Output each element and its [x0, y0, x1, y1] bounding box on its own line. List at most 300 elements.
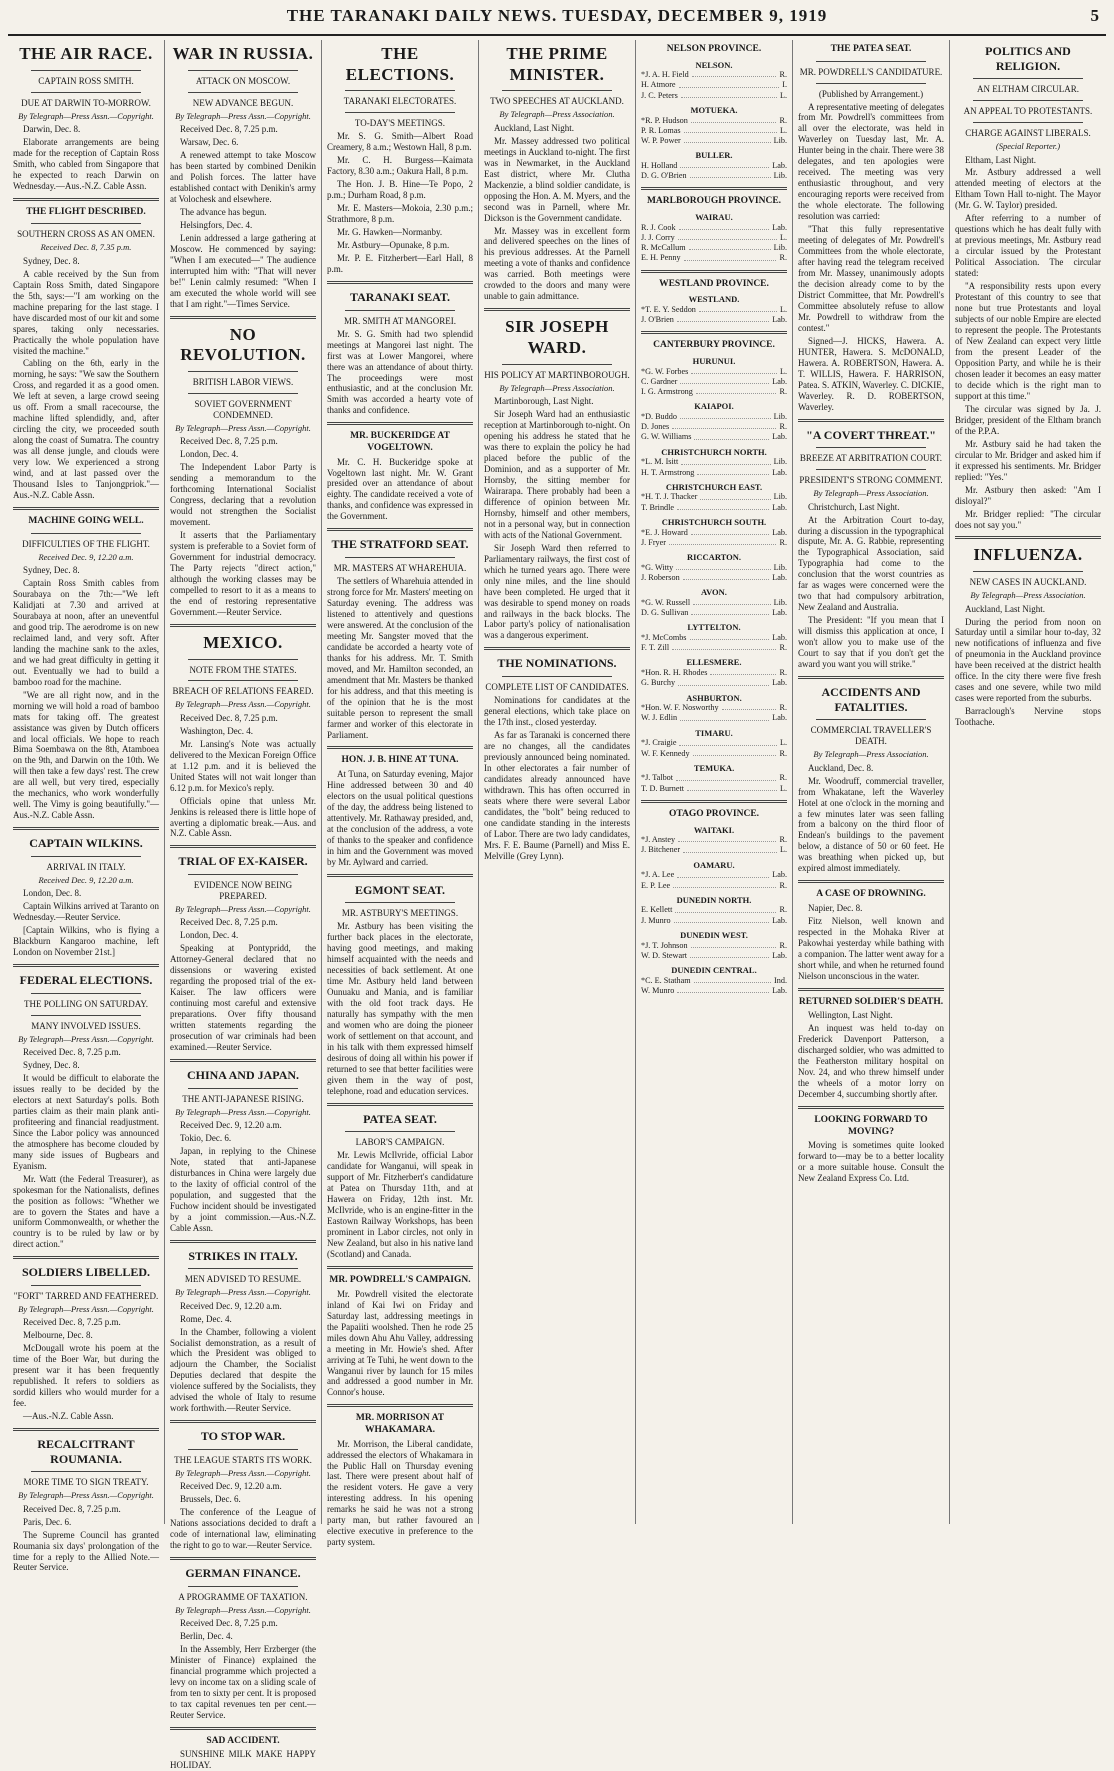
- subhead-rule: [188, 393, 299, 394]
- candidate-name: E. H. Penny: [641, 253, 681, 263]
- subhead-rule: [502, 364, 613, 365]
- article-paragraph: Received Dec. 9, 12.20 a.m.: [180, 1481, 282, 1492]
- article-paragraph: Mr. Astbury said he had taken the circular to Mr. Bridger and asked him if it expressed his sentiments. Mr. Bridger replied: "Yes.": [955, 438, 1101, 482]
- candidate-name: F. T. Zill: [641, 643, 670, 653]
- article: [170, 1240, 316, 1415]
- article-paragraph: Mr. C. H. Buckeridge spoke at Vogeltown last night. Mr. W. Grant presided over an attendance of about eighty. The candidate received a vote of thanks, and confidence was expressed in the Government.: [327, 456, 473, 522]
- article-paragraph: Sydney, Dec. 8.: [23, 564, 80, 575]
- candidate-row: [641, 905, 787, 915]
- article-paragraph: "We are all right now, and in the morning we will hold a road of bamboo mats for taking off. The greatest assistance was given by Dutch officers and local officials. We hope to reach Bima Soembawa on the 8th, Atamboea on the 9th, and Darwin on the 10th. We will then take a few days' rest. The crew are all well, but very tired, especially the mechanics, who work wonderfully well. The Vimy is going beautifully."—Aus.-N.Z. Cable Assn.: [13, 689, 159, 821]
- article-paragraph: An inquest was held to-day on Frederick Davenport Patterson, a discharged soldier, who was admitted to the Featherston military hospital on Nov. 24, and who threw himself under the wheels of a motor lorry on December 4, succumbing shortly after.: [798, 1023, 944, 1100]
- article: [484, 647, 630, 861]
- candidate-name: J. C. Peters: [641, 90, 678, 100]
- candidate-row: [641, 668, 787, 678]
- candidate-name: *H. T. J. Thacker: [641, 492, 698, 502]
- leader-dots: [694, 432, 769, 439]
- article-paragraph: At Tuna, on Saturday evening, Major Hine addressed between 30 and 40 electors on the usual political questions of the day, the address being listened to attentively. Mr. Rathaway presided, and, at the conclusion of the address, a vote of thanks to the speaker and confidence in him and the Government was moved by Mr. Aylward and carried.: [327, 769, 473, 867]
- leader-dots: [676, 773, 776, 780]
- leader-dots: [681, 91, 777, 98]
- candidate-name: J. Munro: [641, 915, 671, 925]
- candidate-name: J. Bitchener: [641, 845, 681, 855]
- article-paragraph: Speaking at Pontypridd, the Attorney-General declared that no dissensions or wavering existed regarding the proposed trial of the ex-Kaiser. The law officers were continuing most careful and extensive preparations. Over fifty thousand written statements regarding the prosecution of war criminals had been examined.—Reuter Service.: [170, 943, 316, 1053]
- newspaper-columns: [8, 40, 1106, 1771]
- candidate-row: [641, 951, 787, 961]
- article-paragraph: A representative meeting of delegates from Mr. Powdrell's committees from all over the electorate, was held in Waverley on Tuesday last, Mr. A. Hunter being in the chair. There were 38 delegates, and ten apologies were received. The meeting was very enthusiastic throughout, and very encouraging reports were received from the whole electorate. The following resolution was carried:: [798, 101, 944, 222]
- candidate-row: [641, 367, 787, 377]
- candidate-name: H. Atmore: [641, 80, 676, 90]
- column-1: [8, 40, 165, 1573]
- candidate-row: [641, 941, 787, 951]
- article: [327, 1404, 473, 1548]
- subhead-rule: [345, 557, 456, 558]
- article: [955, 536, 1101, 728]
- article-headline: EGMONT SEAT.: [354, 882, 446, 897]
- article-divider: [798, 988, 944, 991]
- article-byline: By Telegraph—Press Assn.—Copyright.: [18, 1490, 154, 1501]
- candidate-party: Lab.: [772, 315, 787, 325]
- article-paragraph: Received Dec. 9, 12.20 a.m.: [180, 1300, 282, 1311]
- article-headline: SOLDIERS LIBELLED.: [21, 1265, 151, 1280]
- article-byline: By Telegraph—Press Assn.—Copyright.: [175, 110, 311, 121]
- candidate-row: [641, 171, 787, 181]
- article-paragraph: Received Dec. 8, 7.25 p.m.: [23, 1317, 121, 1328]
- article: [641, 187, 787, 263]
- article-divider: [170, 1240, 316, 1243]
- candidate-row: [641, 976, 787, 986]
- candidate-name: J. O'Brien: [641, 315, 674, 325]
- article-divider: [170, 845, 316, 848]
- leader-dots: [680, 713, 769, 720]
- leader-dots: [691, 608, 769, 615]
- candidate-party: R.: [779, 880, 787, 890]
- candidate-name: I. G. Armstrong: [641, 387, 693, 397]
- article-subheading: AN APPEAL TO PROTESTANTS.: [963, 106, 1093, 117]
- candidate-name: G. Burchy: [641, 678, 676, 688]
- candidate-party: Ind.: [774, 975, 787, 985]
- article-paragraph: Received Dec. 8, 7.25 p.m.: [180, 917, 278, 928]
- article-paragraph: Received Dec. 8, 7.25 p.m.: [180, 1618, 278, 1628]
- article-headline: NELSON PROVINCE.: [666, 44, 762, 54]
- article-paragraph: Mr. Lansing's Note was actually delivered to the Mexican Foreign Office at 1.12 p.m. and it is believed the United States will not wait longer than 6.12 p.m. for Mexico's reply.: [170, 738, 316, 793]
- column-5: [636, 40, 793, 1524]
- article-headline: MR. POWDRELL'S CAMPAIGN.: [329, 1275, 471, 1286]
- article-paragraph: [Captain Wilkins, who is flying a Blackburn Kangaroo machine, left London on November 21st.]: [13, 925, 159, 958]
- leader-dots: [680, 377, 769, 384]
- candidate-party: L.: [779, 845, 787, 855]
- electorate-name: CHRISTCHURCH NORTH.: [661, 446, 767, 457]
- leader-dots: [694, 976, 771, 983]
- subhead-rule: [345, 1131, 456, 1132]
- candidate-party: L.: [779, 366, 787, 376]
- subhead-rule: [188, 70, 299, 71]
- electorate-name: DUNEDIN CENTRAL.: [671, 965, 757, 976]
- leader-dots: [697, 468, 769, 475]
- leader-dots: [679, 738, 776, 745]
- article-paragraph: Auckland, Last Night.: [965, 603, 1045, 614]
- article-paragraph: Auckland, Dec. 8.: [808, 762, 874, 773]
- article: [170, 624, 316, 840]
- candidate-party: Lib.: [773, 171, 787, 181]
- candidate-party: Lib.: [773, 457, 787, 467]
- candidate-row: [641, 422, 787, 432]
- masthead: [0, 6, 1114, 32]
- article: [327, 44, 473, 275]
- column-2: [165, 40, 322, 1771]
- article-headline: SAD ACCIDENT.: [206, 1735, 280, 1746]
- leader-dots: [680, 412, 771, 419]
- electorate-name: TEMUKA.: [693, 762, 735, 773]
- candidate-row: [641, 608, 787, 618]
- candidate-party: R.: [779, 253, 787, 263]
- candidate-row: [641, 136, 787, 146]
- subhead-rule: [345, 902, 456, 903]
- leader-dots: [689, 243, 771, 250]
- candidate-row: [641, 91, 787, 101]
- article-paragraph: Mr. S. G. Smith—Albert Road Creamery, 8 a.m.; Westown Hall, 8 p.m.: [327, 131, 473, 153]
- article: [798, 419, 944, 670]
- article: [798, 880, 944, 981]
- article-subheading: MR. MASTERS AT WHAREHUIA.: [333, 562, 467, 573]
- article-paragraph: Signed—J. HICKS, Hawera. A. HUNTER, Hawera. S. McDONALD, Hawera. A. ROBERTSON, Hawera. A. T. WILLIS, Hawera. F. HARRISON, Patea. S. ATKIN, Waverley. C. DICKIE, Waverley. R. D. ROBERTSON, Waverley.: [798, 335, 944, 412]
- candidate-name: *J. T. Johnson: [641, 940, 688, 950]
- candidate-party: R.: [779, 773, 787, 783]
- candidate-party: Lab.: [772, 632, 787, 642]
- article-headline: SIR JOSEPH WARD.: [505, 317, 609, 358]
- leader-dots: [672, 422, 776, 429]
- article-subheading: EVIDENCE NOW BEING PREPARED.: [193, 880, 293, 902]
- article-paragraph: Fitz Nielson, well known and respected in the Mohaka River at Pakowhai yesterday while bathing with a companion. The latter went away for a short while, and when he returned found Nielson unconscious in the water.: [798, 915, 944, 981]
- article-subheading: CAPTAIN ROSS SMITH.: [38, 75, 134, 86]
- article-paragraph: Martinborough, Last Night.: [494, 396, 594, 407]
- candidate-row: [641, 233, 787, 243]
- article-headline: CHINA AND JAPAN.: [186, 1068, 300, 1082]
- article-paragraph: Mr. Woodruff, commercial traveller, from Whakatane, left the Waverley Hotel at one o'clock in the morning and a few minutes later was seen falling from a balcony on the third floor of Endean's buildings to the pavement below, a distance of 50 or 60 feet. He was breathing when picked up, but expired almost immediately.: [798, 775, 944, 874]
- electorate-list: [641, 212, 787, 264]
- article-byline: By Telegraph—Press Assn.—Copyright.: [18, 1033, 154, 1044]
- article-headline: MR. BUCKERIDGE AT VOGELTOWN.: [350, 431, 450, 453]
- electorate-name: WAIRAU.: [695, 212, 733, 223]
- article-paragraph: SUNSHINE MILK MAKE HAPPY HOLIDAY.: [170, 1749, 316, 1771]
- electorate-name: CHRISTCHURCH SOUTH.: [661, 516, 767, 527]
- article-paragraph: Mr. Massey addressed two political meetings in Auckland to-night. The first was in Newmarket, in the Auckland East district, where Mr. Clutha Mackenzie, a blind soldier candidate, is opposing the Hon. A. M. Myers, and the second was in Parnell, where Mr. Dickson is the Government candidate.: [484, 135, 630, 223]
- candidate-row: [641, 870, 787, 880]
- article-subheading: NEW ADVANCE BEGUN.: [192, 97, 294, 108]
- leader-dots: [710, 668, 776, 675]
- article-divider: [13, 1428, 159, 1431]
- candidate-party: Lib.: [773, 492, 787, 502]
- article-paragraph: Mr. Powdrell visited the electorate inland of Kai Iwi on Friday and Saturday last, addressing meetings in the Papaiiti woolshed. Then he rode 25 miles down Ahu Ahu Valley, addressing a meeting in Mr. Howie's shed. After arriving at Te Tuhi, he went down to the Wanganui river by launch for 15 miles and addressed a good number in Mr. Connor's house.: [327, 1288, 473, 1398]
- article: [327, 1103, 473, 1260]
- article-paragraph: Mr. C. H. Burgess—Kaimata Factory, 8.30 a.m.; Oakura Hall, 8 p.m.: [327, 155, 473, 177]
- article-subheading: LABOR'S CAMPAIGN.: [355, 1137, 445, 1148]
- candidate-row: [641, 835, 787, 845]
- article-divider: [170, 1557, 316, 1560]
- candidate-row: [641, 468, 787, 478]
- article-divider: [327, 1404, 473, 1407]
- candidate-row: [641, 749, 787, 759]
- leader-dots: [675, 905, 776, 912]
- candidate-party: Lab.: [772, 713, 787, 723]
- article-headline: MR. MORRISON AT WHAKAMARA.: [355, 1413, 445, 1435]
- article-paragraph: In the Assembly, Herr Erzberger (the Minister of Finance) explained the financial programme which projected a levy on income tax on a sliding scale of from ten to sixty per cent. It is proposed to tax capital revenues ten per cent.—Reuter Service.: [170, 1643, 316, 1720]
- candidate-party: L.: [779, 738, 787, 748]
- article-subheading: TARANAKI ELECTORATES.: [343, 96, 457, 107]
- article-subheading: THE LEAGUE STARTS ITS WORK.: [174, 1454, 312, 1465]
- article-divider: [13, 1256, 159, 1259]
- article-paragraph: Officials opine that unless Mr. Jenkins is released there is little hope of averting a diplomatic break.—Aus. and N.Z. Cable Assn.: [170, 795, 316, 839]
- article-paragraph: It would be difficult to elaborate the issues really to be decided by the electors at next Saturday's polls. Both parties claim as their main plank anti-profiteering and financial readjustment. Since the Labor policy was announced the atmosphere has become clouded by many side issues of Bugbears and Eyanism.: [13, 1072, 159, 1171]
- leader-dots: [684, 126, 777, 133]
- candidate-row: [641, 738, 787, 748]
- leader-dots: [700, 492, 770, 499]
- candidate-row: [641, 412, 787, 422]
- candidate-row: [641, 986, 787, 996]
- leader-dots: [684, 136, 771, 143]
- article-headline: OTAGO PROVINCE.: [668, 808, 760, 819]
- candidate-party: Lab.: [772, 222, 787, 232]
- candidate-name: T. D. Burnett: [641, 783, 685, 793]
- leader-dots: [672, 643, 776, 650]
- column-3: [322, 40, 479, 1548]
- article-divider: [641, 270, 787, 273]
- electorate-name: TIMARU.: [695, 727, 733, 738]
- article-divider: [13, 198, 159, 201]
- article-subheading: HIS POLICY AT MARTINBOROUGH.: [484, 369, 630, 380]
- subhead-rule: [31, 1471, 142, 1472]
- article-paragraph: Japan, in replying to the Chinese Note, stated that anti-Japanese disturbances in China were largely due to the laxity of official control of the population, and suggested that the Fuchow incident should be investigated by a joint commission.—Aus.-N.Z. Cable Assn.: [170, 1145, 316, 1233]
- article-subheading: (Published by Arrangement.): [818, 88, 924, 99]
- article-divider: [798, 419, 944, 422]
- candidate-row: [641, 492, 787, 502]
- article-paragraph: The President: "If you mean that I will dismiss this application at once, I won't allow you to make use of the Court to say that if you don't get the award you want you will strike.": [798, 615, 944, 670]
- leader-dots: [691, 941, 777, 948]
- article-byline: By Telegraph—Press Assn.—Copyright.: [175, 699, 311, 710]
- article-subheading: COMPLETE LIST OF CANDIDATES.: [485, 682, 629, 693]
- article-paragraph: Auckland, Last Night.: [494, 122, 574, 133]
- article-paragraph: —Aus.-N.Z. Cable Assn.: [23, 1411, 114, 1422]
- subhead-rule: [188, 1449, 299, 1450]
- article-paragraph: Mr. S. G. Smith had two splendid meetings at Mangorei last night. The first was at Lower Mangorei, where there was an attendance of about thirty. The proceedings were most enthusiastic, and at the conclusion Mr. Smith was accorded a hearty vote of thanks and confidence.: [327, 328, 473, 416]
- article-paragraph: The conference of the League of Nations associations decided to draft a code of international law, eliminating the right to go to war.—Reuter Service.: [170, 1507, 316, 1551]
- candidate-name: D. Jones: [641, 422, 670, 432]
- candidate-row: [641, 116, 787, 126]
- electorate-list: [641, 825, 787, 997]
- subhead-rule: [816, 447, 927, 448]
- article-headline: GERMAN FINANCE.: [185, 1566, 301, 1581]
- candidate-name: *R. P. Hudson: [641, 115, 688, 125]
- article: [484, 308, 630, 641]
- article-headline: INFLUENZA.: [973, 545, 1083, 565]
- candidate-name: *D. Buddo: [641, 411, 677, 421]
- article-divider: [641, 331, 787, 334]
- article-paragraph: London, Dec. 8.: [23, 888, 82, 899]
- article-byline: (Special Reporter.): [995, 141, 1061, 152]
- article: [170, 1420, 316, 1551]
- candidate-row: [641, 573, 787, 583]
- article: [641, 331, 787, 794]
- candidate-name: *J. Talbot: [641, 773, 674, 783]
- leader-dots: [690, 633, 770, 640]
- article-headline: HON. J. B. HINE AT TUNA.: [341, 755, 459, 766]
- article-byline: By Telegraph—Press Assn.—Copyright.: [175, 1106, 311, 1117]
- subhead-rule: [31, 92, 142, 93]
- subhead-rule: [188, 659, 299, 660]
- article: [13, 1256, 159, 1422]
- article-divider: [327, 281, 473, 284]
- candidate-row: [641, 845, 787, 855]
- candidate-row: [641, 643, 787, 653]
- column-4: [479, 40, 636, 1524]
- article: [170, 1059, 316, 1234]
- article-paragraph: Barraclough's Nervine stops Toothache.: [955, 706, 1101, 728]
- masthead-rule: [8, 34, 1106, 36]
- candidate-name: R. J. Cook: [641, 222, 676, 232]
- article-paragraph: Received Dec. 8, 7.25 p.m.: [23, 1503, 121, 1514]
- article: [327, 1266, 473, 1398]
- subhead-rule: [188, 92, 299, 93]
- subhead-rule: [973, 571, 1084, 572]
- subhead-rule: [188, 874, 299, 875]
- article-paragraph: Lenin addressed a large gathering at Moscow. He commenced by saying: "When I am executed—" The audience interrupted him with: "That will never be!" Lenin calmly resumed: "When I am executed the whole world will see that I am right."—Times Service.: [170, 232, 316, 309]
- article-headline: MEXICO.: [203, 632, 283, 652]
- candidate-name: E. Kellett: [641, 905, 673, 915]
- article: [798, 676, 944, 874]
- candidate-row: [641, 126, 787, 136]
- candidate-name: *L. M. Isitt: [641, 457, 679, 467]
- electorate-list: [641, 356, 787, 794]
- article-paragraph: Brussels, Dec. 6.: [180, 1494, 241, 1505]
- candidate-party: Lab.: [772, 572, 787, 582]
- subhead-rule: [188, 1088, 299, 1089]
- article: [170, 316, 316, 618]
- candidate-name: D. G. O'Brien: [641, 171, 687, 181]
- article-paragraph: In the Chamber, following a violent Socialist demonstration, as a result of which the President was obliged to adjourn the Chamber, the Socialist Deputies declared that despite the violence suffered by the Socialists, they advised the whole of Italy to resume work forthwith.—Reuter Service.: [170, 1326, 316, 1414]
- article-byline: By Telegraph—Press Association.: [813, 749, 929, 760]
- article-paragraph: McDougall wrote his poem at the time of the Boer War, but during the present war it has been frequently republished. It refers to soldiers as sordid killers who would murder for a fee.: [13, 1343, 159, 1409]
- subhead-rule: [188, 680, 299, 681]
- article-headline: LOOKING FORWARD TO MOVING?: [814, 1115, 928, 1137]
- article-paragraph: London, Dec. 4.: [180, 449, 239, 460]
- article-headline: RETURNED SOLDIER'S DEATH.: [798, 996, 944, 1007]
- candidate-row: [641, 503, 787, 513]
- article-paragraph: Helsingfors, Dec. 4.: [180, 219, 253, 230]
- article-divider: [798, 1106, 944, 1109]
- article-paragraph: Mr. Astbury—Opunake, 8 p.m.: [337, 240, 450, 251]
- candidate-row: [641, 305, 787, 315]
- article-paragraph: Moving is sometimes quite looked forward to—may be to a better locality or a more suitable house. Consult the New Zealand Express Co. Ltd.: [798, 1140, 944, 1184]
- leader-dots: [677, 315, 769, 322]
- candidate-row: [641, 633, 787, 643]
- candidate-name: *J. Craigie: [641, 738, 677, 748]
- electorate-name: WAITAKI.: [693, 824, 735, 835]
- candidate-name: J. J. Corry: [641, 232, 675, 242]
- electorate-name: DUNEDIN WEST.: [680, 929, 748, 940]
- article-paragraph: Wellington, Last Night.: [808, 1010, 893, 1021]
- article-paragraph: Mr. Bridger replied: "The circular does not say you.": [955, 508, 1101, 530]
- candidate-party: Lab.: [772, 467, 787, 477]
- article-paragraph: Melbourne, Dec. 8.: [23, 1330, 93, 1341]
- article-paragraph: Captain Wilkins arrived at Taranto on Wednesday.—Reuter Service.: [13, 901, 159, 923]
- leader-dots: [691, 528, 769, 535]
- subhead-rule: [816, 469, 927, 470]
- candidate-party: L.: [779, 125, 787, 135]
- article: [170, 44, 316, 310]
- article-paragraph: The Supreme Council has granted Roumania six days' prolongation of the time for a reply to the Allied Note.—Reuter Service.: [13, 1529, 159, 1573]
- subhead-rule: [31, 1015, 142, 1016]
- article-byline: By Telegraph—Press Assn.—Copyright.: [18, 110, 154, 121]
- article-subheading: SOVIET GOVERNMENT CONDEMNED.: [194, 398, 292, 420]
- candidate-name: H. Holland: [641, 160, 678, 170]
- article-paragraph: Elaborate arrangements are being made for the reception of Captain Ross Smith, who cabled from Singapore that he expected to reach Darwin on Wednesday.—Aus.-N.Z. Cable Assn.: [13, 137, 159, 191]
- article-paragraph: Mr. G. Hawken—Normanby.: [337, 227, 443, 238]
- article: [13, 827, 159, 958]
- subhead-rule: [973, 100, 1084, 101]
- candidate-row: [641, 80, 787, 90]
- article-paragraph: Mr. Morrison, the Liberal candidate, addressed the electors of Whakamara in the Public Hall on Thursday evening last. There were present about half of the resident voters. He gave a very interesting address. In his opening remarks he said he was not a strong party man, but rather favoured an elective executive in preference to the party system.: [327, 1438, 473, 1548]
- article-subheading: PRESIDENT'S STRONG COMMENT.: [799, 475, 943, 486]
- article-paragraph: Sir Joseph Ward then referred to Parliamentary railways, the first cost of which he turned years ago. There were only nine miles, and the line should have been completed. He urged that it was desirable to spend money on roads and railways in the back blocks. The Labor party's policy of nationalisation was a dangerous experiment.: [484, 542, 630, 641]
- candidate-name: *J. McCombs: [641, 632, 687, 642]
- candidate-name: *G. Witty: [641, 562, 674, 572]
- article-subheading: MR. SMITH AT MANGOREI.: [343, 315, 457, 326]
- candidate-party: L.: [779, 783, 787, 793]
- candidate-name: *G. W. Forbes: [641, 366, 689, 376]
- candidate-row: [641, 598, 787, 608]
- subhead-rule: [31, 70, 142, 71]
- electorate-name: AVON.: [701, 587, 727, 598]
- leader-dots: [674, 916, 770, 923]
- subhead-rule: [502, 90, 613, 91]
- article-headline: MARLBOROUGH PROVINCE.: [646, 196, 782, 207]
- article-byline: Received Dec. 8, 7.35 p.m.: [40, 242, 132, 253]
- article-divider: [13, 507, 159, 510]
- article: [13, 198, 159, 501]
- article-headline: TO STOP WAR.: [200, 1429, 286, 1444]
- article-divider: [327, 874, 473, 877]
- article-paragraph: Sydney, Dec. 8.: [23, 255, 80, 266]
- candidate-party: R.: [779, 905, 787, 915]
- article: [327, 281, 473, 416]
- article-subheading: COMMERCIAL TRAVELLER'S DEATH.: [810, 725, 932, 747]
- article: [327, 746, 473, 867]
- candidate-party: Lab.: [772, 527, 787, 537]
- leader-dots: [683, 845, 777, 852]
- candidate-name: *Hon. W. F. Nosworthy: [641, 703, 719, 713]
- article-paragraph: A renewed attempt to take Moscow has been started by combined Denikin and Polish forces. The latter have established contact with Denikin's army at Volochesk and elsewhere.: [170, 149, 316, 204]
- candidate-name: *J. A. H. Field: [641, 70, 689, 80]
- article: [13, 507, 159, 821]
- leader-dots: [681, 457, 770, 464]
- candidate-party: Lib.: [773, 562, 787, 572]
- article-subheading: MEN ADVISED TO RESUME.: [184, 1274, 302, 1285]
- candidate-name: J. Fryer: [641, 537, 667, 547]
- article-subheading: NOTE FROM THE STATES.: [189, 664, 297, 675]
- candidate-name: W. P. Power: [641, 136, 681, 146]
- candidate-party: Lab.: [772, 985, 787, 995]
- article-headline: CANTERBURY PROVINCE.: [653, 340, 775, 351]
- article-paragraph: During the period from noon on Saturday until a similar hour to-day, 32 new notifications of influenza and five of pneumonia in the Auckland province have been received at the district health office. In the city there were five fresh cases and one severe, while two mild cases were reported from the suburbs.: [955, 616, 1101, 704]
- subhead-rule: [31, 223, 142, 224]
- article-divider: [13, 964, 159, 967]
- article-paragraph: "That this fully representative meeting of delegates of Mr. Powdrell's Committees from the whole electorate, after having read the telegram received from Mr. Massey, unanimously adopts the decision already come to by the District Committee, that Mr. Powdrell's Committee absolutely refuse to allow Mr. Powdrell to withdraw from the contest.": [798, 224, 944, 333]
- article-subheading: MR. ASTBURY'S MEETINGS.: [341, 908, 459, 919]
- article-headline: TRIAL OF EX-KAISER.: [178, 854, 308, 869]
- article-paragraph: Received Dec. 8, 7.25 p.m.: [180, 124, 278, 135]
- article: [13, 1428, 159, 1573]
- article-paragraph: At the Arbitration Court to-day, during a discussion in the typographical dispute, Mr. A. G. Rabbie, representing the Typographical Association, said Typographia had come to the conclusion that the worst countries as far as wages were concerned were the two that had compulsory arbitration, New Zealand and Australia.: [798, 514, 944, 613]
- article: [170, 845, 316, 1053]
- subhead-rule: [345, 90, 456, 91]
